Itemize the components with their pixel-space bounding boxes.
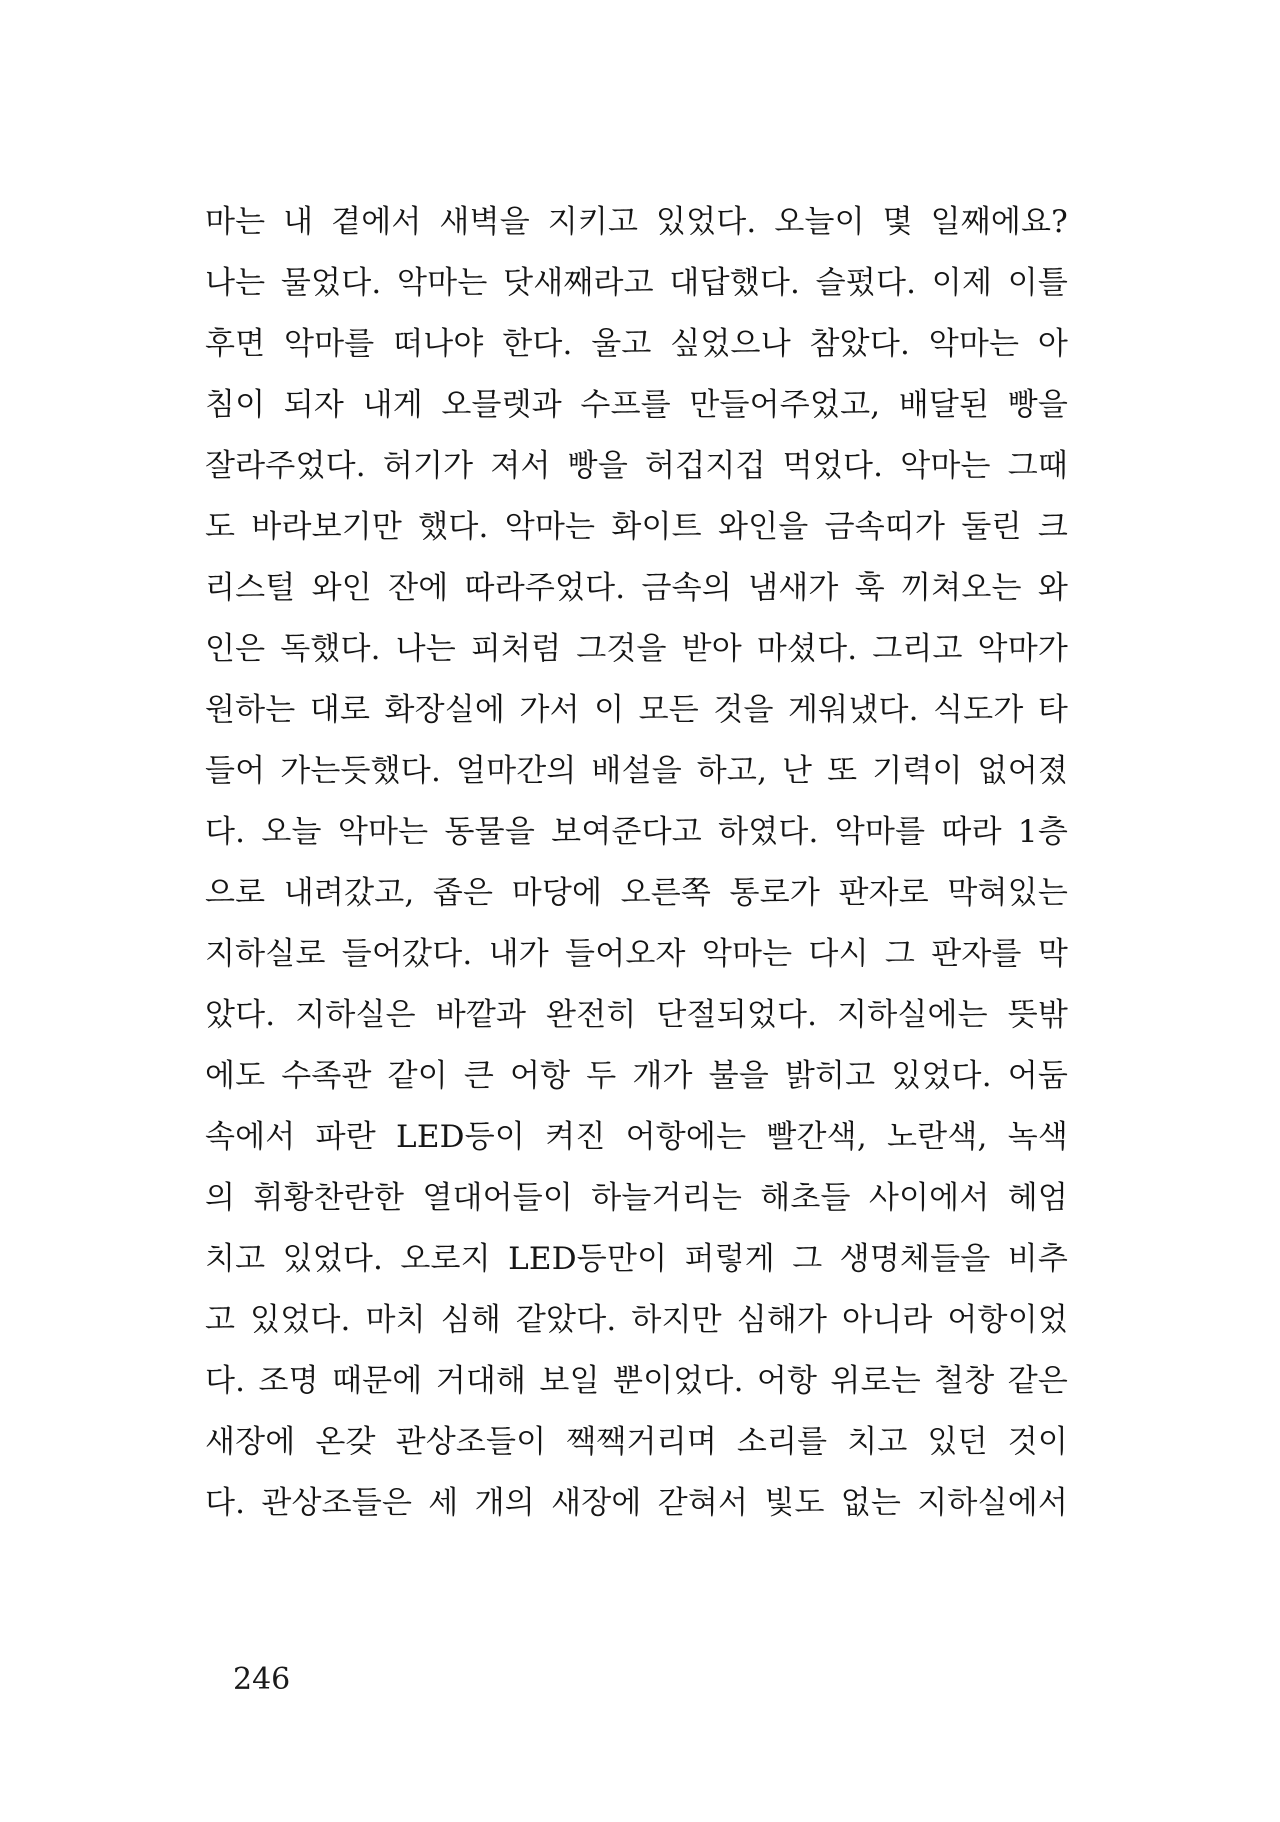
text-line: 치고 있었다. 오로지 LED등만이 퍼렇게 그 생명체들을 비추 xyxy=(205,1241,1068,1277)
body-text xyxy=(205,192,1068,1534)
text-line: 고 있었다. 마치 심해 같았다. 하지만 심해가 아니라 어항이었 xyxy=(205,1302,1068,1338)
text-line: 았다. 지하실은 바깥과 완전히 단절되었다. 지하실에는 뜻밖 xyxy=(205,997,1068,1033)
text-line: 후면 악마를 떠나야 한다. 울고 싶었으나 참았다. 악마는 아 xyxy=(205,326,1068,362)
text-line: 나는 물었다. 악마는 닷새째라고 대답했다. 슬펐다. 이제 이틀 xyxy=(205,265,1068,301)
text-line: 원하는 대로 화장실에 가서 이 모든 것을 게워냈다. 식도가 타 xyxy=(205,692,1068,728)
text-line: 의 휘황찬란한 열대어들이 하늘거리는 해초들 사이에서 헤엄 xyxy=(205,1180,1068,1216)
text-line: 에도 수족관 같이 큰 어항 두 개가 불을 밝히고 있었다. 어둠 xyxy=(205,1058,1068,1094)
text-line: 잘라주었다. 허기가 져서 빵을 허겁지겁 먹었다. 악마는 그때 xyxy=(205,448,1068,484)
text-line: 새장에 온갖 관상조들이 짹짹거리며 소리를 치고 있던 것이 xyxy=(205,1424,1068,1460)
text-line: 리스털 와인 잔에 따라주었다. 금속의 냄새가 훅 끼쳐오는 와 xyxy=(205,570,1068,606)
text-line: 인은 독했다. 나는 피처럼 그것을 받아 마셨다. 그리고 악마가 xyxy=(205,631,1068,667)
text-line: 들어 가는듯했다. 얼마간의 배설을 하고, 난 또 기력이 없어졌 xyxy=(205,753,1068,789)
text-line: 다. 조명 때문에 거대해 보일 뿐이었다. 어항 위로는 철창 같은 xyxy=(205,1363,1068,1399)
text-line: 마는 내 곁에서 새벽을 지키고 있었다. 오늘이 몇 일째에요? xyxy=(205,204,1068,240)
text-line: 속에서 파란 LED등이 켜진 어항에는 빨간색, 노란색, 녹색 xyxy=(205,1119,1068,1155)
text-line: 으로 내려갔고, 좁은 마당에 오른쪽 통로가 판자로 막혀있는 xyxy=(205,875,1068,911)
text-line: 지하실로 들어갔다. 내가 들어오자 악마는 다시 그 판자를 막 xyxy=(205,936,1068,972)
text-line: 침이 되자 내게 오믈렛과 수프를 만들어주었고, 배달된 빵을 xyxy=(205,387,1068,423)
text-line: 다. 오늘 악마는 동물을 보여준다고 하였다. 악마를 따라 1층 xyxy=(205,814,1068,850)
page-number: 246 xyxy=(233,1662,291,1697)
text-line: 도 바라보기만 했다. 악마는 화이트 와인을 금속띠가 둘린 크 xyxy=(205,509,1068,545)
text-line: 다. 관상조들은 세 개의 새장에 갇혀서 빛도 없는 지하실에서 xyxy=(205,1485,1068,1521)
